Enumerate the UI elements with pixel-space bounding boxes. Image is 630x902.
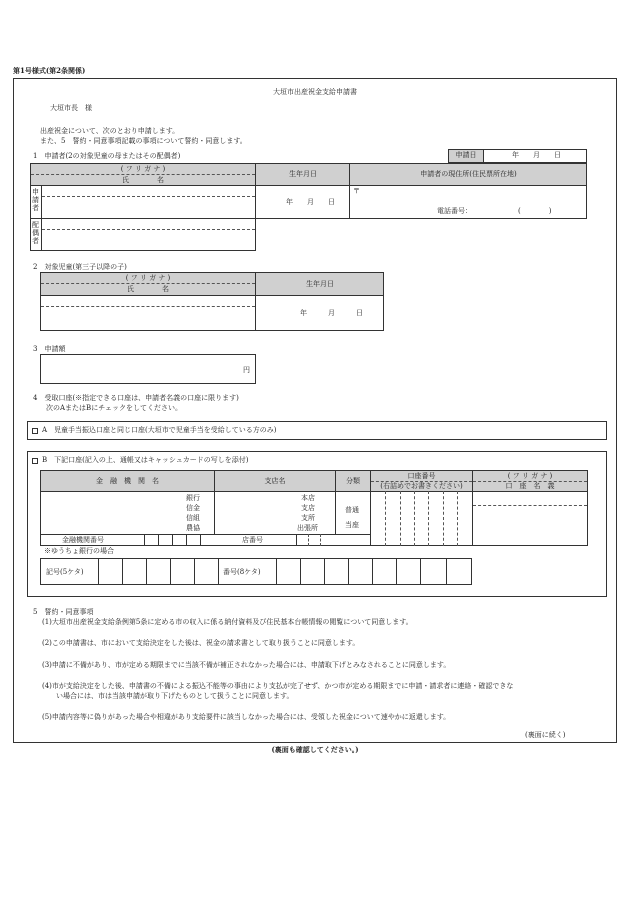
s5-item-4: (4)市が支給決定をした後、申請書の不備による振込不能等の事由により支払が完了せず、かつ市が定める期限までに申請・請求者に連絡・確認できな (42, 682, 514, 690)
acct-digit-3 (414, 491, 415, 546)
form-code: 第1号様式(第2条関係) (13, 66, 86, 75)
acct-header: 口座番号 (407, 472, 436, 480)
option-b-checkbox[interactable] (32, 458, 38, 464)
acct-digit-1 (385, 491, 386, 546)
branch-type-1: 支店 (301, 504, 315, 512)
s5-item-4-cont: い場合には、市は当該申請が取り下げたものとして扱うことに同意します。 (56, 692, 294, 700)
bango-label: 番号(8ケタ) (223, 568, 261, 576)
s1-furigana: ( フ リ ガ ナ ) (120, 165, 166, 173)
s5-item-5: (5)申請内容等に偽りがあった場合や相違があり支給要件に該当しなかった場合には、受領した祝金について速やかに返還します。 (42, 713, 451, 721)
branch-header: 支店名 (264, 477, 286, 485)
branch-code-cell-3 (320, 534, 321, 546)
date-label: 申請日 (455, 151, 477, 159)
s1-header-line (30, 185, 587, 186)
s1-name-header: 氏 名 (122, 176, 164, 184)
s2-header-line (40, 295, 384, 296)
option-a-label: A 児童手当振込口座と同じ口座(大垣市で児童手当を受給している方のみ) (42, 426, 277, 434)
s2-furigana-divider (41, 283, 255, 284)
kigo-cell-4 (170, 558, 171, 585)
postal-mark: 〒 (353, 187, 360, 195)
kigo-cell-5 (194, 558, 195, 585)
intro-line-1: 出産祝金について、次のとおり申請します。 (40, 127, 180, 135)
bank-code-label: 金融機関番号 (62, 536, 104, 544)
bank-code-cell-5 (200, 534, 201, 546)
bank-code-line (40, 534, 371, 535)
acct-digit-4 (428, 491, 429, 546)
bango-cell-2 (300, 558, 301, 585)
s1-applicant-furigana-line (42, 196, 255, 197)
bank-type-1: 信金 (186, 504, 200, 512)
continued-note: (裏面に続く) (525, 731, 566, 739)
s2-furigana: ( フ リ ガ ナ ) (125, 274, 171, 282)
s1-col-line-2 (349, 163, 350, 219)
s2-birth-header: 生年月日 (306, 280, 334, 288)
branch-code-cell-2 (308, 534, 309, 546)
holder-row-divider (473, 505, 587, 506)
kigo-cell-3 (146, 558, 147, 585)
addressee: 大垣市長 様 (50, 104, 92, 112)
amount-field[interactable] (40, 354, 256, 384)
s5-item-2: (2)この申請書は、市において支給決定をした後は、祝金の請求書として取り扱うことに同意します。 (42, 639, 360, 647)
branch-code-label: 店番号 (242, 536, 263, 544)
phone-label: 電話番号： (437, 207, 472, 215)
bank-code-cell-3 (172, 534, 173, 546)
bango-cell-5 (372, 558, 373, 585)
option-b-label: B 下記口座(記入の上、通帳又はキャッシュカードの写しを添付) (42, 456, 249, 464)
acct-type-0: 普通 (345, 506, 359, 514)
bank-code-cell-2 (158, 534, 159, 546)
s1-birth-fields: 年 月 日 (286, 198, 335, 206)
branch-type-3: 出張所 (297, 524, 318, 532)
kigo-label: 記号(5ケタ) (46, 568, 84, 576)
bank-code-cell-1 (144, 534, 145, 546)
spouse-row[interactable] (30, 218, 256, 251)
s5-heading: 5 誓約・同意事項 (33, 608, 94, 616)
form-title: 大垣市出産祝金支給申請書 (273, 88, 357, 96)
bango-cell-8 (446, 558, 447, 585)
bank-code-cell-4 (186, 534, 187, 546)
acct-digit-2 (400, 491, 401, 546)
s1-spouse-furigana-line (42, 229, 255, 230)
branch-type-2: 支所 (301, 514, 315, 522)
s4-sub: 次のAまたはBにチェックをしてください。 (46, 404, 182, 412)
branch-code-cell-1 (296, 534, 297, 546)
acct-digit-5 (443, 491, 444, 546)
date-fields: 年 月 日 (512, 151, 561, 159)
bango-cell-7 (420, 558, 421, 585)
bank-header-line (40, 491, 588, 492)
s1-heading: 1 申請者(2の対象児童の母またはその配偶者) (33, 152, 181, 160)
s2-name-header: 氏 名 (127, 285, 169, 293)
amount-unit: 円 (243, 366, 250, 374)
bank-type-0: 銀行 (186, 494, 200, 502)
phone-paren: ( ) (518, 207, 552, 215)
intro-line-2: また、5 誓約・同意事項記載の事項について誓約・同意します。 (40, 137, 247, 145)
s3-heading: 3 申請額 (33, 345, 66, 353)
s2-row-furigana-line (41, 306, 255, 307)
acct-type-1: 当座 (345, 521, 359, 529)
s4-heading: 4 受取口座(※指定できる口座は、申請者名義の口座に限ります) (33, 394, 239, 402)
bank-type-3: 農協 (186, 524, 200, 532)
branch-type-0: 本店 (301, 494, 315, 502)
s5-item-3: (3)申請に不備があり、市が定める期限までに当該不備が補正されなかった場合には、申請取下げとみなされることに同意します。 (42, 661, 451, 669)
applicant-label: 申請者 (32, 188, 39, 212)
s2-col-line (255, 272, 256, 331)
type-header: 分類 (346, 477, 360, 485)
bank-header: 金 融 機 関 名 (96, 477, 159, 485)
s2-birth-fields: 年 月 日 (300, 309, 363, 317)
bango-cell-1 (276, 558, 277, 585)
footer-note: (裏面も確認してください。) (271, 745, 359, 754)
holder-header: 口 座 名 義 (505, 482, 555, 490)
bank-type-2: 信組 (186, 514, 200, 522)
spouse-label: 配偶者 (32, 221, 39, 245)
bango-cell-4 (348, 558, 349, 585)
acct-digit-6 (457, 491, 458, 546)
holder-furigana: ( フ リ ガ ナ ) (507, 472, 553, 480)
acct-note: (右詰めでお書きください) (380, 482, 463, 490)
s2-heading: 2 対象児童(第三子以降の子) (33, 263, 127, 271)
kigo-cell-2 (122, 558, 123, 585)
s1-furigana-divider (31, 174, 255, 175)
option-a-checkbox[interactable] (32, 428, 38, 434)
bango-cell-3 (324, 558, 325, 585)
s1-birth-header: 生年月日 (289, 170, 317, 178)
kigo-cell-6 (218, 558, 219, 585)
s1-address-header: 申請者の現住所(住民票所在地) (420, 170, 517, 178)
kigo-cell-1 (98, 558, 99, 585)
s5-item-1: (1)大垣市出産祝金支給条例第5条に定める市の収入に係る納付資料及び住民基本台帳情報の閲覧について同意します。 (42, 618, 413, 626)
s1-col-line-1 (255, 163, 256, 219)
yucho-note: ※ゆうちょ銀行の場合 (44, 547, 114, 555)
bango-cell-6 (396, 558, 397, 585)
